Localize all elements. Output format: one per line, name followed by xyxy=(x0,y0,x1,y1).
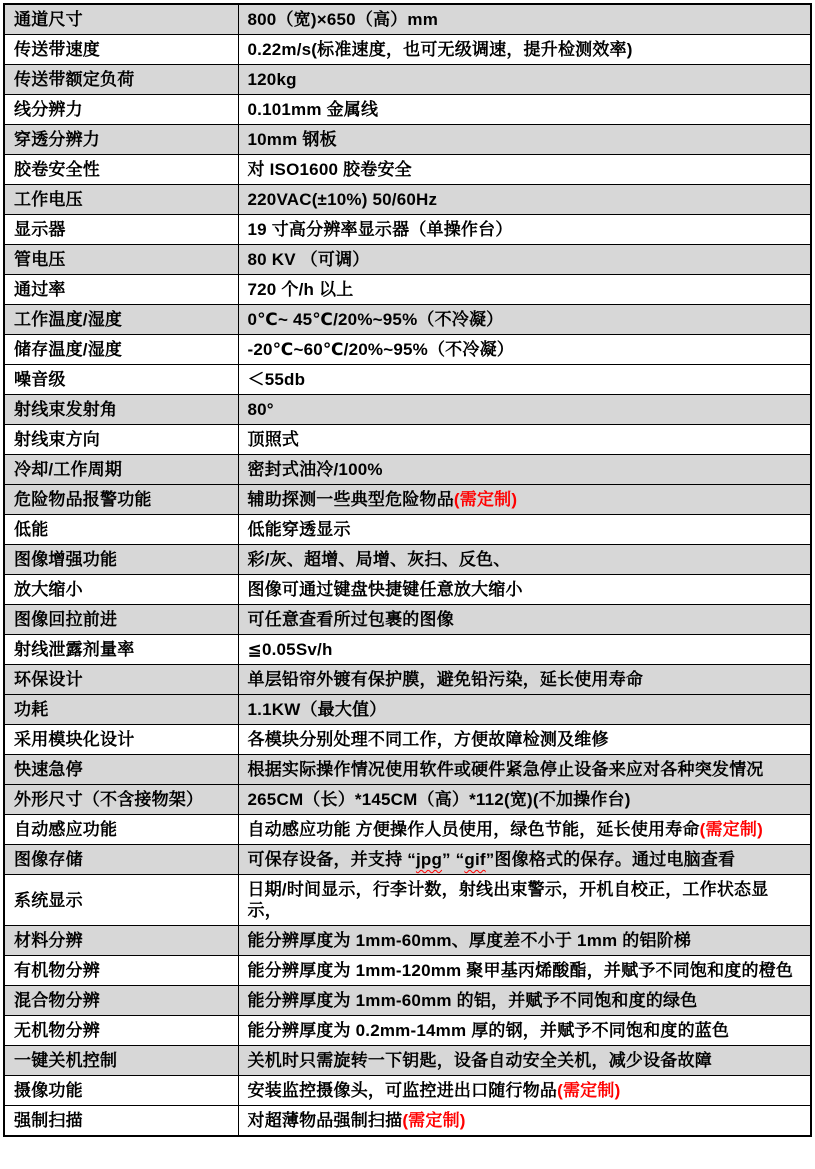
spec-value-text: 800（宽)×650（高）mm xyxy=(247,10,439,29)
spec-value-text: 220VAC(±10%) 50/60Hz xyxy=(247,190,438,209)
spec-row xyxy=(4,335,811,365)
spec-label: 有机物分辨 xyxy=(4,956,238,986)
spec-row xyxy=(4,665,811,695)
spec-value xyxy=(238,245,811,275)
spec-row xyxy=(4,1016,811,1046)
spec-value-text: 根据实际操作情况使用软件或硬件紧急停止设备来应对各种突发情况 xyxy=(247,760,764,779)
spec-label: 射线束发射角 xyxy=(4,395,238,425)
spec-value-text: 自动感应功能 方便操作人员使用，绿色节能，延长使用寿命 xyxy=(247,820,700,839)
spec-value-text: 19 寸高分辨率显示器（单操作台） xyxy=(247,220,513,239)
spec-value-text: 80 KV （可调） xyxy=(247,250,370,269)
spec-value-text: ≦0.05Sv/h xyxy=(247,640,333,659)
spec-label: 放大缩小 xyxy=(4,575,238,605)
spec-label: 管电压 xyxy=(4,245,238,275)
spec-row xyxy=(4,515,811,545)
spec-row xyxy=(4,185,811,215)
spec-row xyxy=(4,875,811,926)
spec-label: 工作电压 xyxy=(4,185,238,215)
spec-label: 采用模块化设计 xyxy=(4,725,238,755)
spec-value xyxy=(238,1076,811,1106)
spec-label: 传送带额定负荷 xyxy=(4,65,238,95)
spec-label: 环保设计 xyxy=(4,665,238,695)
spec-row xyxy=(4,755,811,785)
custom-required-note: (需定制) xyxy=(557,1081,621,1100)
spec-value xyxy=(238,95,811,125)
spec-value-text: 辅助探测一些典型危险物品 xyxy=(247,490,454,509)
spec-value xyxy=(238,695,811,725)
spec-value-text: 对超薄物品强制扫描 xyxy=(247,1111,403,1130)
spec-value xyxy=(238,4,811,35)
spec-row xyxy=(4,125,811,155)
spec-row xyxy=(4,305,811,335)
spellcheck-word: gif xyxy=(464,850,486,869)
spec-label: 线分辨力 xyxy=(4,95,238,125)
custom-required-note: (需定制) xyxy=(699,820,763,839)
spec-row xyxy=(4,926,811,956)
spec-value xyxy=(238,155,811,185)
spec-label: 工作温度/湿度 xyxy=(4,305,238,335)
spec-label: 传送带速度 xyxy=(4,35,238,65)
spec-value-text: 0.101mm 金属线 xyxy=(247,100,379,119)
spec-value xyxy=(238,1106,811,1137)
spec-label: 一键关机控制 xyxy=(4,1046,238,1076)
spec-label: 射线泄露剂量率 xyxy=(4,635,238,665)
spec-label: 射线束方向 xyxy=(4,425,238,455)
spec-value-text: 1.1KW（最大值） xyxy=(247,700,387,719)
spec-row xyxy=(4,425,811,455)
spec-value xyxy=(238,926,811,956)
spec-value xyxy=(238,815,811,845)
spec-value xyxy=(238,275,811,305)
spec-row xyxy=(4,956,811,986)
spec-label: 通过率 xyxy=(4,275,238,305)
spec-label: 系统显示 xyxy=(4,875,238,926)
spec-value-text: 10mm 钢板 xyxy=(247,130,337,149)
spec-row xyxy=(4,605,811,635)
spec-row xyxy=(4,725,811,755)
spec-value xyxy=(238,665,811,695)
spec-table xyxy=(3,3,812,1137)
spec-row xyxy=(4,95,811,125)
spec-label: 摄像功能 xyxy=(4,1076,238,1106)
spec-label: 功耗 xyxy=(4,695,238,725)
spec-label: 储存温度/湿度 xyxy=(4,335,238,365)
spec-value-text: 彩/灰、超增、局增、灰扫、反色、 xyxy=(247,550,511,569)
spec-value xyxy=(238,425,811,455)
spec-value-text: 265CM（长）*145CM（高）*112(宽)(不加操作台) xyxy=(247,790,631,809)
spec-row xyxy=(4,785,811,815)
spec-value-text: 可保存设备，并支持 “ xyxy=(247,850,416,869)
spec-label: 噪音级 xyxy=(4,365,238,395)
spec-value-text: 关机时只需旋转一下钥匙，设备自动安全关机，减少设备故障 xyxy=(247,1051,712,1070)
spec-value xyxy=(238,395,811,425)
spec-row xyxy=(4,845,811,875)
spec-label: 图像存储 xyxy=(4,845,238,875)
spec-row xyxy=(4,245,811,275)
spec-label: 材料分辨 xyxy=(4,926,238,956)
spec-row xyxy=(4,215,811,245)
spec-row xyxy=(4,4,811,35)
spec-label: 冷却/工作周期 xyxy=(4,455,238,485)
spec-value xyxy=(238,305,811,335)
spec-label: 图像增强功能 xyxy=(4,545,238,575)
spec-value-text: 低能穿透显示 xyxy=(247,520,351,539)
spec-value xyxy=(238,635,811,665)
spec-value xyxy=(238,65,811,95)
spec-row xyxy=(4,986,811,1016)
spec-value-text: 能分辨厚度为 0.2mm-14mm 厚的钢，并赋予不同饱和度的蓝色 xyxy=(247,1021,730,1040)
spec-label: 危险物品报警功能 xyxy=(4,485,238,515)
spec-row xyxy=(4,485,811,515)
spec-value-text: -20℃~60℃/20%~95%（不冷凝） xyxy=(247,340,514,359)
spec-value-text: ＜55db xyxy=(247,370,306,389)
spec-value xyxy=(238,335,811,365)
spec-label: 穿透分辨力 xyxy=(4,125,238,155)
spec-label: 通道尺寸 xyxy=(4,4,238,35)
spec-label: 无机物分辨 xyxy=(4,1016,238,1046)
spec-row xyxy=(4,65,811,95)
custom-required-note: (需定制) xyxy=(402,1111,466,1130)
spec-value-text: 对 ISO1600 胶卷安全 xyxy=(247,160,412,179)
spec-label: 显示器 xyxy=(4,215,238,245)
spec-value-text: 720 个/h 以上 xyxy=(247,280,354,299)
spec-value-text: 0.22m/s(标准速度，也可无级调速，提升检测效率) xyxy=(247,40,633,59)
spec-value-text: 各模块分别处理不同工作，方便故障检测及维修 xyxy=(247,730,609,749)
spec-value-text: 示， xyxy=(247,901,282,920)
spec-table-body xyxy=(4,4,811,1136)
spec-value-text: 单层铅帘外镀有保护膜，避免铅污染，延长使用寿命 xyxy=(247,670,644,689)
spec-value xyxy=(238,725,811,755)
spec-value-text: 80° xyxy=(247,400,274,419)
spec-value-text: 能分辨厚度为 1mm-60mm 的铝，并赋予不同饱和度的绿色 xyxy=(247,991,698,1010)
spec-value xyxy=(238,125,811,155)
custom-required-note: (需定制) xyxy=(453,490,518,509)
spec-value-text: 图像可通过键盘快捷键任意放大缩小 xyxy=(247,580,523,599)
spec-row xyxy=(4,635,811,665)
spec-row xyxy=(4,365,811,395)
spec-row xyxy=(4,575,811,605)
spec-value-text: 能分辨厚度为 1mm-120mm 聚甲基丙烯酸酯，并赋予不同饱和度的橙色 xyxy=(247,961,794,980)
spec-row xyxy=(4,455,811,485)
spec-row xyxy=(4,155,811,185)
spec-row xyxy=(4,275,811,305)
spec-value xyxy=(238,845,811,875)
spec-row xyxy=(4,1106,811,1137)
spec-label: 胶卷安全性 xyxy=(4,155,238,185)
spec-label: 低能 xyxy=(4,515,238,545)
spec-value xyxy=(238,455,811,485)
spec-row xyxy=(4,1046,811,1076)
spec-row xyxy=(4,1076,811,1106)
spec-value-text: 顶照式 xyxy=(247,430,300,449)
spec-value xyxy=(238,755,811,785)
spec-value xyxy=(238,1046,811,1076)
spec-value xyxy=(238,35,811,65)
spec-row xyxy=(4,395,811,425)
spec-value xyxy=(238,515,811,545)
spec-value xyxy=(238,956,811,986)
spec-value xyxy=(238,365,811,395)
spec-label: 强制扫描 xyxy=(4,1106,238,1137)
spec-value xyxy=(238,545,811,575)
spec-value xyxy=(238,185,811,215)
spec-value xyxy=(238,485,811,515)
spec-value-text: 0℃~ 45℃/20%~95%（不冷凝） xyxy=(247,310,504,329)
spec-value-text: ” “ xyxy=(442,850,465,869)
spec-row xyxy=(4,35,811,65)
spec-value-text: 安装监控摄像头，可监控进出口随行物品 xyxy=(247,1081,558,1100)
spec-value xyxy=(238,785,811,815)
spec-value xyxy=(238,986,811,1016)
spec-label: 自动感应功能 xyxy=(4,815,238,845)
spec-label: 图像回拉前进 xyxy=(4,605,238,635)
spec-label: 混合物分辨 xyxy=(4,986,238,1016)
spec-value-text: 日期/时间显示，行李计数，射线出束警示，开机自校正，工作状态显 xyxy=(247,880,769,899)
spec-value-text: 120kg xyxy=(247,70,297,89)
spec-value-text: 可任意查看所过包裹的图像 xyxy=(247,610,454,629)
spec-value-text: 密封式油冷/100% xyxy=(247,460,383,479)
spec-row xyxy=(4,815,811,845)
spec-value xyxy=(238,605,811,635)
spec-label: 快速急停 xyxy=(4,755,238,785)
spec-value xyxy=(238,875,811,926)
spec-value xyxy=(238,215,811,245)
spellcheck-word: jpg xyxy=(415,850,443,869)
spec-value xyxy=(238,1016,811,1046)
spec-value xyxy=(238,575,811,605)
spec-row xyxy=(4,695,811,725)
spec-value-text: 能分辨厚度为 1mm-60mm、厚度差不小于 1mm 的铝阶梯 xyxy=(247,931,692,950)
spec-value-text: ”图像格式的保存。通过电脑查看 xyxy=(485,850,736,869)
spec-label: 外形尺寸（不含接物架） xyxy=(4,785,238,815)
spec-row xyxy=(4,545,811,575)
